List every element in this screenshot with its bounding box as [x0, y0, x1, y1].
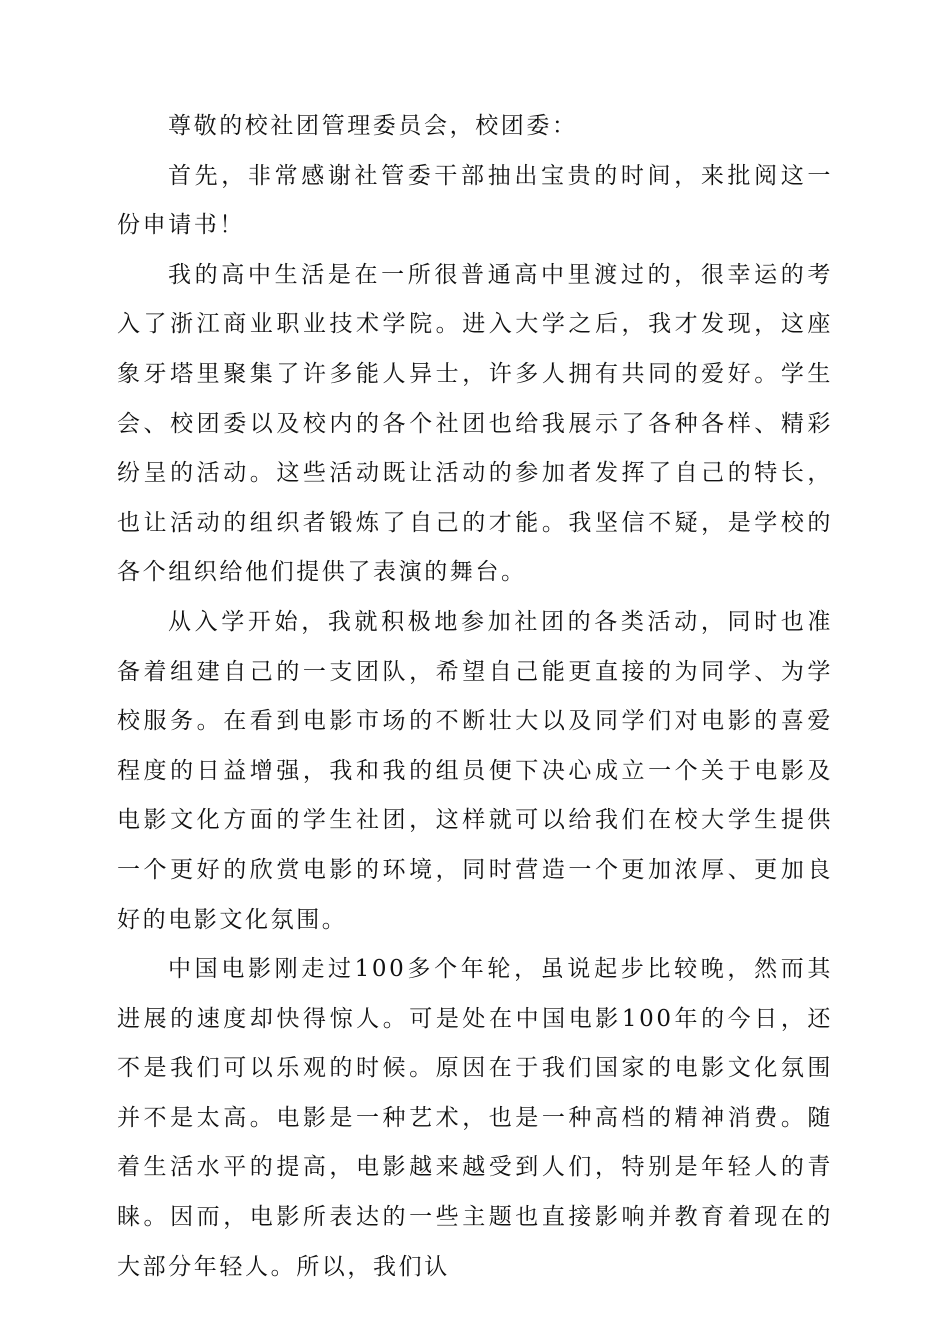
paragraph-background: 我的高中生活是在一所很普通高中里渡过的，很幸运的考入了浙江商业职业技术学院。进入大学之后，我才发现，这座象牙塔里聚集了许多能人异士，许多人拥有共同的爱好。学生会、校团委以及校内的各个社团也给我展示了各种各样、精彩纷呈的活动。这些活动既让活动的参加者发挥了自己的特长，也让活动的组织者锻炼了自己的才能。我坚信不疑，是学校的各个组织给他们提供了表演的舞台。 — [117, 261, 833, 586]
salutation: 尊敬的校社团管理委员会，校团委： — [168, 113, 578, 139]
paragraph-motivation: 从入学开始，我就积极地参加社团的各类活动，同时也准备着组建自己的一支团队，希望自己能更直接的为同学、为学校服务。在看到电影市场的不断壮大以及同学们对电影的喜爱程度的日益增强，我和我的组员便下决心成立一个关于电影及电影文化方面的学生社团，这样就可以给我们在校大学生提供一个更好的欣赏电影的环境，同时营造一个更加浓厚、更加良好的电影文化氛围。 — [117, 608, 833, 933]
application-letter-body — [117, 102, 833, 1292]
paragraph-thanks: 首先，非常感谢社管委干部抽出宝贵的时间，来批阅这一份申请书！ — [117, 162, 833, 239]
paragraph-film-culture: 中国电影刚走过100多个年轮，虽说起步比较晚，然而其进展的速度却快得惊人。可是处在中国电影100年的今日，还不是我们可以乐观的时候。原因在于我们国家的电影文化氛围并不是太高。电影是一种艺术，也是一种高档的精神消费。随着生活水平的提高，电影越来越受到人们，特别是年轻人的青睐。因而，电影所表达的一些主题也直接影响并教育着现在的大部分年轻人。所以，我们认 — [117, 956, 833, 1280]
